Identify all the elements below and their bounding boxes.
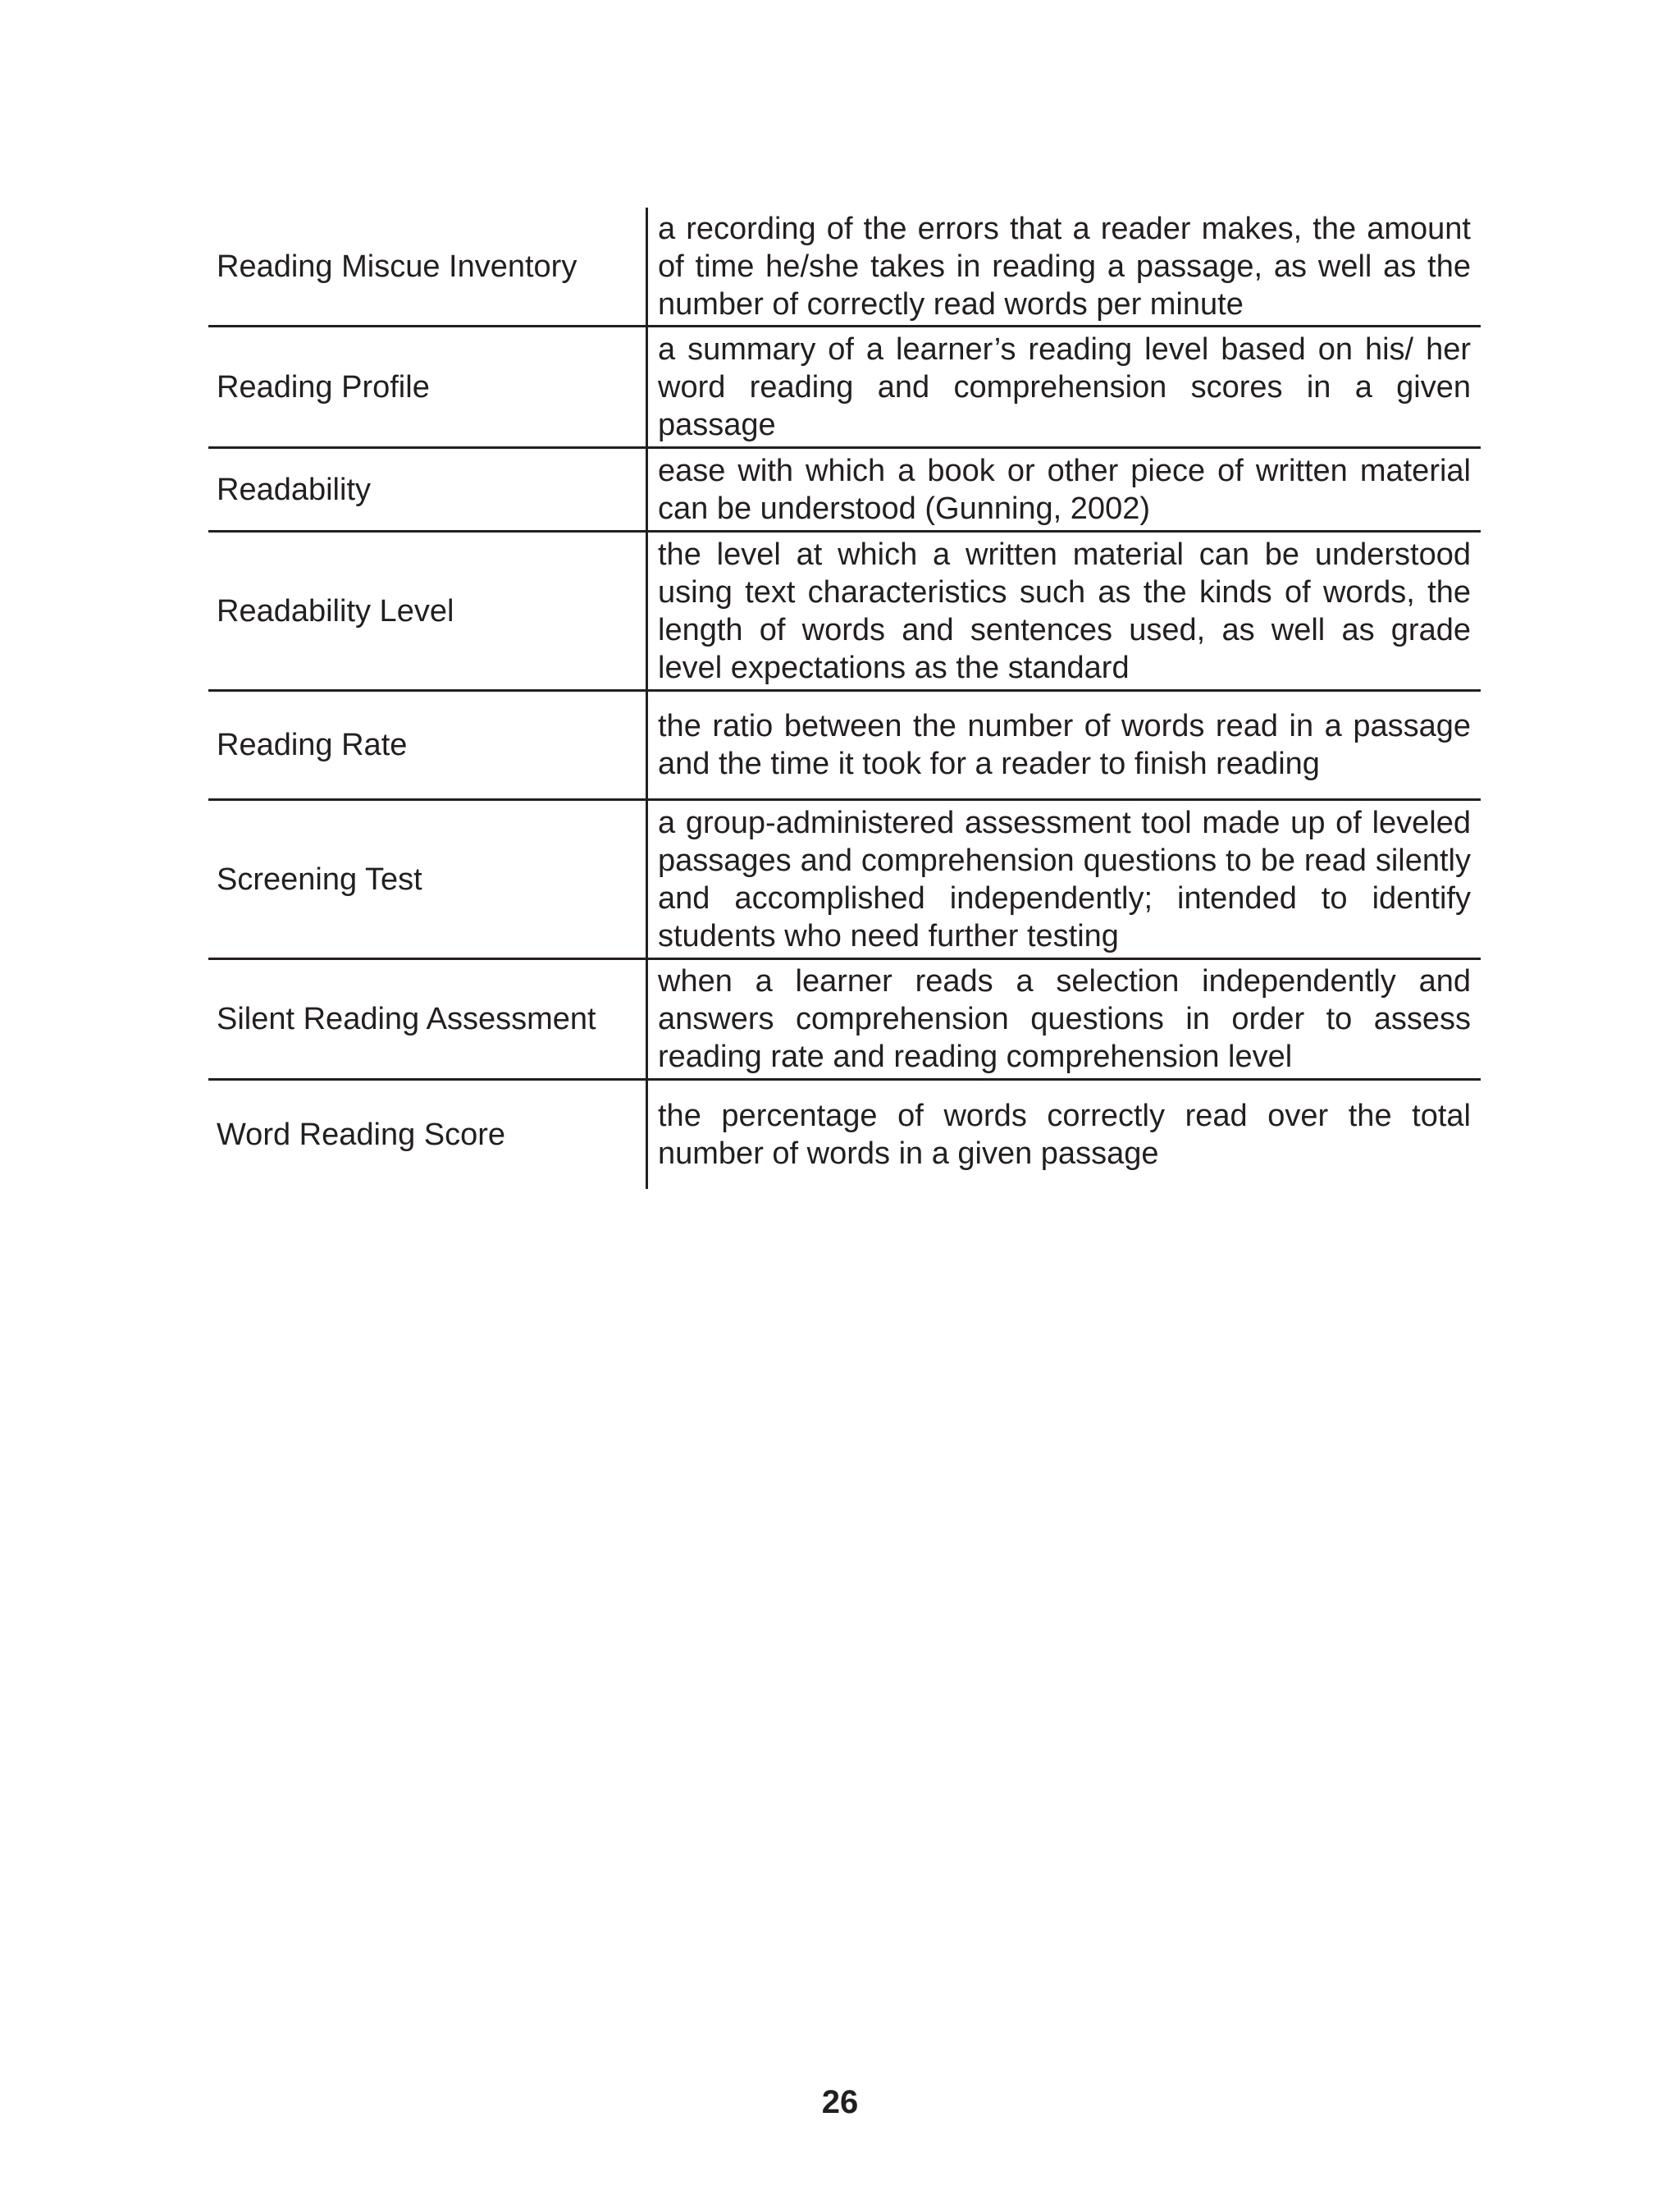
glossary-term: Readability [208,449,648,530]
glossary-term: Word Reading Score [208,1081,648,1189]
glossary-definition: a recording of the errors that a reader makes, the amount of time he/she takes in reading a passage, as well as the number of correctly read words per minute [658,211,1471,322]
glossary-row-word-reading-score [208,1081,1481,1189]
glossary-row-reading-rate [208,692,1481,801]
glossary-definition: the level at which a written material can be understood using text characteristics such as the kinds of words, the length of words and sentences used, as well as grade level expectations as the standard [658,537,1471,685]
glossary-row-readability-level [208,533,1481,692]
glossary-term: Screening Test [208,801,648,958]
glossary-definition: ease with which a book or other piece of written material can be understood (Gunning, 2002) [658,453,1471,526]
glossary-row-reading-profile [208,327,1481,449]
page-number: 26 [821,2084,859,2120]
glossary-row-screening-test [208,801,1481,960]
glossary-term: Silent Reading Assessment [208,960,648,1078]
glossary-term: Reading Miscue Inventory [208,208,648,325]
glossary-row-silent-reading-assessment [208,960,1481,1081]
glossary-definition: a group-administered assessment tool made up of leveled passages and comprehension questions to be read silently and accomplished independently; intended to identify students who need further testing [658,805,1471,953]
glossary-term: Reading Profile [208,327,648,446]
glossary-definition: the percentage of words correctly read over the total number of words in a given passage [658,1099,1471,1171]
glossary-table [208,208,1481,1189]
glossary-definition: a summary of a learner’s reading level based on his/ her word reading and comprehension scores in a given passage [658,331,1471,442]
glossary-definition: when a learner reads a selection independently and answers comprehension questions in order to assess reading rate and reading comprehension level [658,964,1471,1074]
glossary-row-readability [208,449,1481,533]
glossary-definition: the ratio between the number of words read in a passage and the time it took for a reader to finish reading [658,709,1471,781]
glossary-term: Reading Rate [208,692,648,798]
glossary-term: Readability Level [208,533,648,689]
glossary-row-reading-miscue-inventory [208,208,1481,327]
